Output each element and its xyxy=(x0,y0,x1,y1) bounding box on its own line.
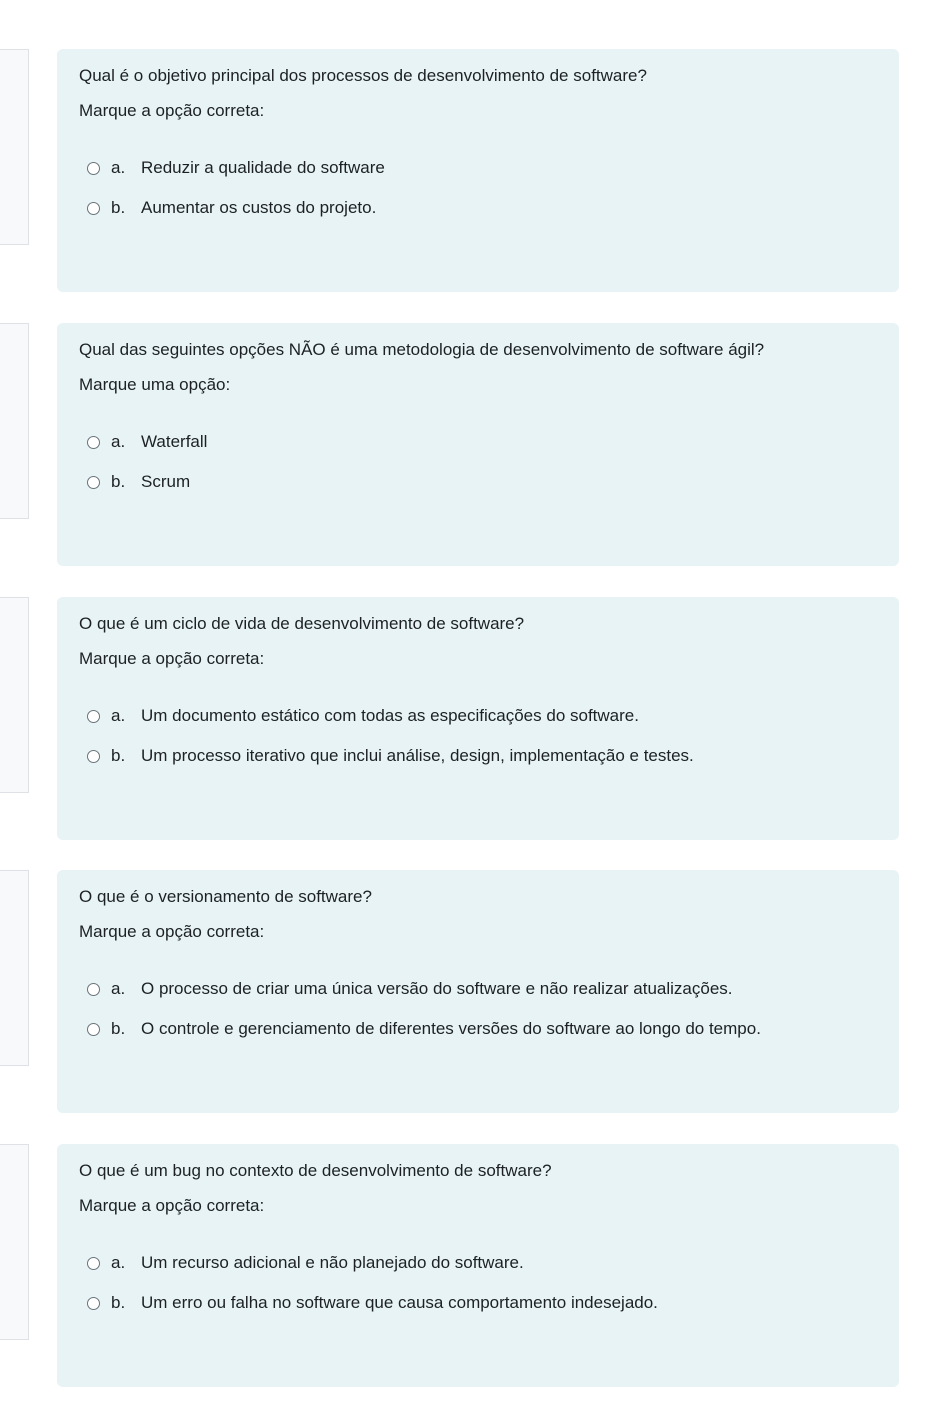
option-label[interactable]: Um recurso adicional e não planejado do software. xyxy=(141,1253,524,1272)
answer-option-a[interactable] xyxy=(87,1251,524,1275)
option-letter: b. xyxy=(111,1293,126,1312)
answer-option-a[interactable] xyxy=(87,430,207,454)
question-info-panel xyxy=(0,870,29,1066)
question-card xyxy=(57,870,899,1113)
answer-option-b[interactable] xyxy=(87,470,190,494)
answer-prompt: Marque a opção correta: xyxy=(79,1196,265,1215)
answer-option-b[interactable] xyxy=(87,1017,761,1041)
question-text: Qual é o objetivo principal dos processos de desenvolvimento de software? xyxy=(79,66,647,85)
option-label[interactable]: Um documento estático com todas as especificações do software. xyxy=(141,706,639,725)
radio-button[interactable] xyxy=(87,202,100,215)
question-text: O que é o versionamento de software? xyxy=(79,887,372,906)
question-block xyxy=(0,323,943,567)
answer-prompt: Marque uma opção: xyxy=(79,375,231,394)
question-info-panel xyxy=(0,597,29,793)
radio-button[interactable] xyxy=(87,750,100,763)
option-label[interactable]: Reduzir a qualidade do software xyxy=(141,158,385,177)
option-label[interactable]: Um processo iterativo que inclui análise, design, implementação e testes. xyxy=(141,746,694,765)
question-text: O que é um ciclo de vida de desenvolvimento de software? xyxy=(79,614,525,633)
radio-button[interactable] xyxy=(87,983,100,996)
answer-option-a[interactable] xyxy=(87,704,639,728)
radio-button[interactable] xyxy=(87,162,100,175)
answer-prompt: Marque a opção correta: xyxy=(79,922,265,941)
option-letter: a. xyxy=(111,1253,126,1272)
option-letter: a. xyxy=(111,979,126,998)
option-label[interactable]: Waterfall xyxy=(141,432,208,451)
radio-button[interactable] xyxy=(87,1257,100,1270)
question-info-panel xyxy=(0,49,29,245)
answer-option-a[interactable] xyxy=(87,156,385,180)
question-info-panel xyxy=(0,1144,29,1340)
option-letter: a. xyxy=(111,432,126,451)
option-letter: b. xyxy=(111,472,126,491)
question-card xyxy=(57,597,899,840)
answer-prompt: Marque a opção correta: xyxy=(79,101,265,120)
option-letter: a. xyxy=(111,158,126,177)
answer-option-a[interactable] xyxy=(87,977,733,1001)
question-block xyxy=(0,1144,943,1388)
option-label[interactable]: O controle e gerenciamento de diferentes versões do software ao longo do tempo. xyxy=(141,1019,761,1038)
option-letter: b. xyxy=(111,1019,126,1038)
option-label[interactable]: Scrum xyxy=(141,472,191,491)
radio-button[interactable] xyxy=(87,436,100,449)
question-card xyxy=(57,323,899,566)
option-letter: a. xyxy=(111,706,126,725)
option-label[interactable]: Aumentar os custos do projeto. xyxy=(141,198,377,217)
question-block xyxy=(0,49,943,293)
option-letter: b. xyxy=(111,746,126,765)
radio-button[interactable] xyxy=(87,1023,100,1036)
answer-prompt: Marque a opção correta: xyxy=(79,649,265,668)
answer-option-b[interactable] xyxy=(87,744,694,768)
answer-option-b[interactable] xyxy=(87,1291,658,1315)
answer-option-b[interactable] xyxy=(87,196,376,220)
option-label[interactable]: O processo de criar uma única versão do software e não realizar atualizações. xyxy=(141,979,733,998)
radio-button[interactable] xyxy=(87,710,100,723)
radio-button[interactable] xyxy=(87,476,100,489)
question-card xyxy=(57,1144,899,1387)
option-label[interactable]: Um erro ou falha no software que causa comportamento indesejado. xyxy=(141,1293,658,1312)
question-text: O que é um bug no contexto de desenvolvimento de software? xyxy=(79,1161,552,1180)
question-info-panel xyxy=(0,323,29,519)
question-text: Qual das seguintes opções NÃO é uma metodologia de desenvolvimento de software ágil? xyxy=(79,340,765,359)
radio-button[interactable] xyxy=(87,1297,100,1310)
option-letter: b. xyxy=(111,198,126,217)
question-block xyxy=(0,597,943,841)
question-card xyxy=(57,49,899,292)
question-block xyxy=(0,870,943,1114)
